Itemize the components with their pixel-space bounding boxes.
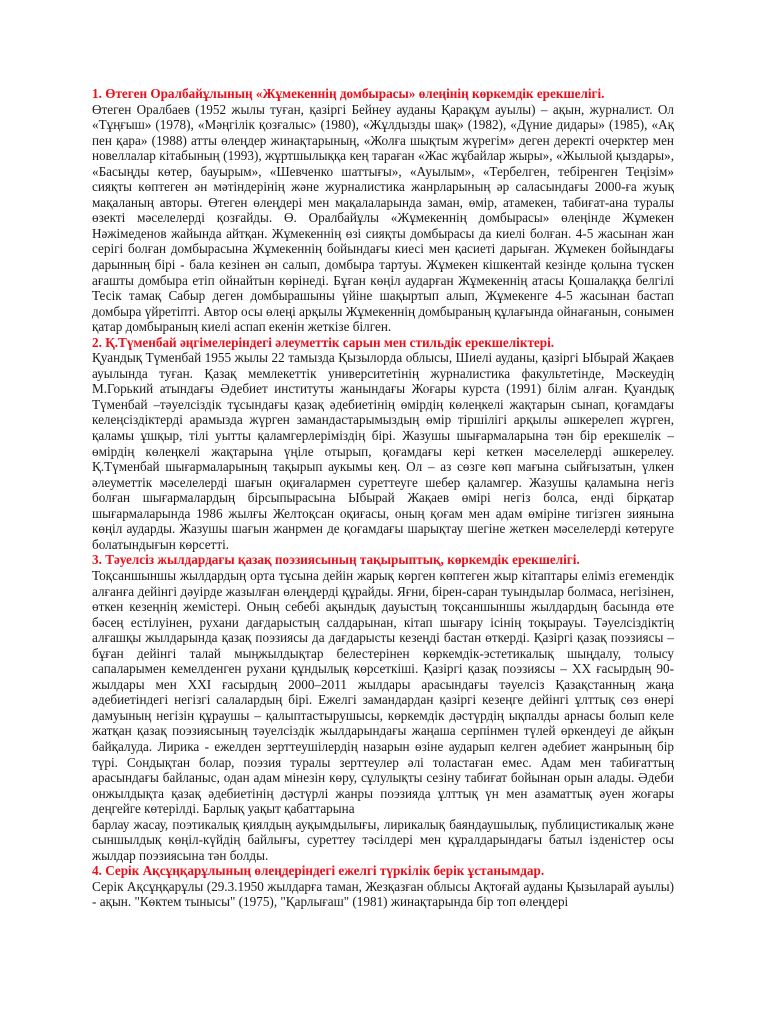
section-4-paragraph: Серік Ақсұңқарұлы (29.3.1950 жылдарға таман, Жезқазған облысы Ақтоғай ауданы Қызыларай ауылы) - ақын. "Көктем тынысы" (1975), "Қарлығаш" (1981) жинақтарында бір топ өлеңдері xyxy=(92,878,674,910)
section-1-paragraph: Өтеген Оралбаев (1952 жылы туған, қазіргі Бейнеу ауданы Қарақұм ауылы) – ақын, журналист. Ол «Тұңғыш» (1978), «Мәңгілік қозғалыс» (1980), «Жұлдызды шақ» (1982), «Дүние дидары» (1985), «Ақ пен қара» (1988) атты өлеңдер жинақтарының, «Жолға шықтым жүрегім» деген деректі очерктер мен новеллалар кітабының (1993), жұртшылыққа кең тараған «Жас жұбайлар жыры», «Жылыой қыздары», «Басыңды көтер, бауырым», «Шевченко шаттығы», «Ауылым», «Тербелген, тебіренген Теңізім» сияқты көптеген ән мәтіндерінің және журналистика жанрларының әр саласындағы 2000-ға жуық мақаланың авторы. Өтеген өлеңдері мен мақалаларында заман, өмір, атамекен, табиғат-ана туралы өзекті мәселелерді қозғайды. Ө. Оралбайұлы «Жұмекеннің домбырасы» өлеңінде Жұмекен Нәжімеденов жайында айтқан. Жұмекеннің өзі сияқты домбырасы да киелі болған. 4-5 жасынан жан серігі болған домбырасына Жұмекеннің бойындағы киесі мен қасиеті дарыған. Жұмекен бойындағы дарынның бірі - бала кезінен ән салып, домбыра тартуы. Жұмекен кішкентай кезінде қолына түскен ағашты домбыра етіп ойнайтын көрінеді. Бұған көңіл аударған Жұмекеннің атасы Қошалаққа белгілі Тесік тамақ Сабыр деген домбырашыны үйіне шақыртып алып, Жұмекенге 4-5 жасынан бастап домбыра үйретіпті. Автор осы өлеңі арқылы Жұмекеннің домбыраның құлағында ойнағанын, сонымен қатар домбыраның киелі аспап екенін жеткізе білген. xyxy=(92,101,674,335)
section-heading-3: 3. Тәуелсіз жылдардағы қазақ поэзиясының тақырыптық, көркемдік ерекшелігі. xyxy=(92,552,580,568)
section-2-paragraph: Қуандық Түменбай 1955 жылы 22 тамызда Қызылорда облысы, Шиелі ауданы, қазіргі Ыбырай Жақаев ауылында туған. Қазақ мемлекеттік университетінің журналистика факультетінде, Мәскеудің М.Горький атындағы Әдебиет институты жанындағы Жоғары курста (1991) білім алған. Қуандық Түменбай –тәуелсіздік тұсындағы қазақ әдебиетінің өмірдің көлеңкелі жақтарын сынап, қоғамдағы келеңсіздіктерді арамызда жүрген замандастарымыздың өмір тіршілігі арқылы әшкерелеп жүрген, қаламы ұшқыр, тілі уытты қаламгерлеріміздің бірі. Жазушы шығармаларына тән бір ерекшелік – өмірдің көлеңкелі жақтарына үңіле отырып, қоғамдағы кері кеткен мәселелерді әшкерелеу. Қ.Түменбай шығармаларының тақырып аукымы кең. Ол – аз сөзге көп мағына сыйғызатын, үлкен әлеуметтік мәселелерді шағын оқиғалармен суреттеуге шебер қаламгер. Жазушы қаламына негіз болған шығармалардың бірсыпырасына Ыбырай Жақаев өмірі негіз болса, енді бірқатар шығармаларында 1986 жылғы Желтоқсан оқиғасы, оның қоғам мен адам өміріне тигізген зиянына көңіл аударды. Жазушы шағын жанрмен де қоғамдағы шарықтау шегіне жеткен мәселелерді көтеруге болатындығын көрсетті. xyxy=(92,350,674,552)
document-page xyxy=(92,86,674,910)
section-3-paragraph-2: барлау жасау, поэтикалық қиялдың ауқымдылығы, лирикалық баяндаушылық, публицистикалық және сыншылдық көңіл-күйдің байлығы, суреттеу тәсілдері мен құралдарындағы батыл ізденістер осы жылдар поэзиясына тән болды. xyxy=(92,816,674,863)
section-heading-1: 1. Өтеген Оралбайұлының «Жұмекеннің домбырасы» өлеңінің көркемдік ерекшелігі. xyxy=(92,86,605,101)
section-heading-2: 2. Қ.Түменбай әңгімелеріндегі әлеуметтік сарын мен стильдік ерекшеліктері. xyxy=(92,334,555,350)
section-heading-4: 4. Серік Ақсұңқарұлының өлеңдеріндегі ежелгі түркілік берік ұстанымдар. xyxy=(92,863,545,879)
section-3-paragraph-1: Тоқсаншыншы жылдардың орта тұсына дейін жарық көрген көптеген жыр кітаптары еліміз егемендік алғанға дейінгі дәуірде жазылған өлеңдерді құрайды. Яғни, бірен-саран туындылар болмаса, негізінен, өткен кезеңнің жемістері. Оның себебі ақындық дауыстың тоқсаншыншы жылдардың басында өте бәсең естілуінен, рухани дағдарыстың салдарынан, кітап шығару ісінің тоқырауы. Тәуелсіздіктің алғашқы жылдарында қазақ поэзиясы да дағдарысты кезеңді бастан өткерді. Қазіргі қазақ поэзиясы – бұған дейінгі талай мыңжылдықтар белестерінен көркемдік-эстетикалық шыңдалу, толысу сапаларымен кемелденген рухани құндылық көрсеткіші. Қазіргі қазақ поэзиясы – XX ғасырдың 90-жылдары мен XXI ғасырдың 2000–2011 жылдары арасындағы тәуелсіз Қазақстанның жаңа әдебиетіндегі негізгі салалардың бірі. Ежелгі замандардан қазіргі кезеңге дейінгі ұлттық сөз өнері дамуының негізін құраушы – қалыптастырушысы, көркемдік дәстүрдің ықпалды арнасы болып келе жатқан қазақ поэзиясының тәуелсіздік жылдарындағы жаңаша серпінмен түлей өркендеуі де айқын байқалуда. Лирика - ежелден зерттеушілердің назарын өзіне аударып келген әдебиет жанрының бір түрі. Сондықтан болар, поэзия туралы зерттеулер әлі толастаған емес. Адам мен табиғаттың арасындағы байланыс, одан адам мінезін көру, сұлулықты сезіну табиғат бойынан орын алады. Әдеби онжылдықта қазақ әдебиетінің дәстүрлі жанры поэзияда ұлттық үн мен азаматтық әуен жоғары деңгейге көтерілді. Барлық уақыт қабаттарына xyxy=(92,567,674,817)
